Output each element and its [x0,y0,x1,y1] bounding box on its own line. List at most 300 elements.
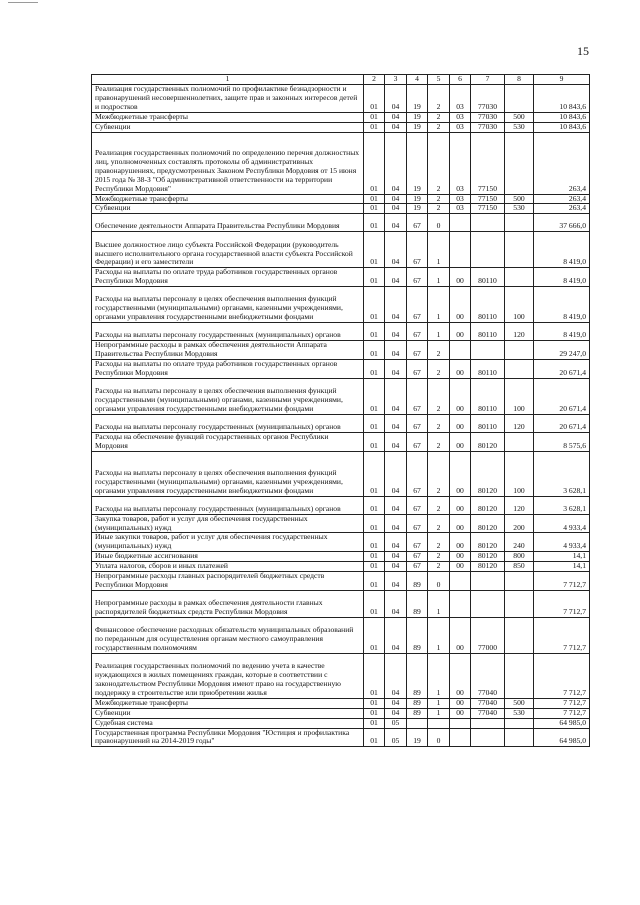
table-row [92,232,590,268]
code-cell-c8: 800 [505,552,534,562]
code-cell-c4: 19 [407,85,428,113]
code-cell-c3: 04 [385,562,407,572]
code-cell-c6: 00 [450,552,471,562]
expense-name-cell: Непрограммные расходы главных распорядителей бюджетных средств Республики Мордовия [92,572,364,591]
code-cell-c3: 04 [385,514,407,533]
expense-name-cell: Расходы на выплаты персоналу государственных (муниципальных) органов [92,323,364,341]
code-cell-c2: 01 [364,204,385,214]
table-row [92,432,590,451]
code-cell-c3: 04 [385,590,407,617]
code-cell-c3: 04 [385,214,407,232]
code-cell-c3: 04 [385,533,407,552]
amount-cell: 7 712,7 [534,590,590,617]
expense-name-cell: Уплата налогов, сборов и иных платежей [92,562,364,572]
table-row [92,514,590,533]
expense-name-cell: Обеспечение деятельности Аппарата Правительства Республики Мордовия [92,214,364,232]
code-cell-c4: 67 [407,359,428,378]
amount-cell: 7 712,7 [534,572,590,591]
code-cell-c3: 04 [385,708,407,718]
amount-cell: 20 671,4 [534,378,590,414]
amount-cell: 14,1 [534,552,590,562]
code-cell-c6 [450,590,471,617]
code-cell-c4: 67 [407,232,428,268]
column-header-1: 1 [92,75,364,85]
code-cell-c5: 1 [428,708,450,718]
code-cell-c6: 00 [450,451,471,496]
table-row [92,533,590,552]
expense-name-cell: Субвенции [92,204,364,214]
code-cell-c5: 2 [428,359,450,378]
code-cell-c5: 1 [428,232,450,268]
amount-cell: 10 843,6 [534,85,590,113]
code-cell-c2: 01 [364,85,385,113]
code-cell-c5: 1 [428,287,450,323]
table-row [92,323,590,341]
table-row [92,214,590,232]
code-cell-c8: 120 [505,414,534,432]
code-cell-c6 [450,728,471,747]
code-cell-c4: 19 [407,728,428,747]
table-row [92,728,590,747]
code-cell-c5: 2 [428,562,450,572]
column-header-3: 3 [385,75,407,85]
code-cell-c4: 67 [407,432,428,451]
code-cell-c4: 67 [407,533,428,552]
code-cell-c5: 2 [428,414,450,432]
code-cell-c2: 01 [364,378,385,414]
expense-name-cell: Расходы на выплаты персоналу в целях обеспечения выполнения функций государственными (муниципальными) органами, казенными учреждениями, органами управления государственными внебюджетными фондами [92,287,364,323]
expense-name-cell: Расходы на выплаты персоналу государственных (муниципальных) органов [92,496,364,514]
code-cell-c6: 00 [450,617,471,653]
expense-name-cell: Непрограммные расходы в рамках обеспечения деятельности Аппарата Правительства Республики Мордовия [92,341,364,360]
code-cell-c5: 2 [428,552,450,562]
table-row [92,653,590,698]
table-row [92,617,590,653]
expense-name-cell: Судебная система [92,718,364,728]
code-cell-c3: 04 [385,617,407,653]
code-cell-c2: 01 [364,590,385,617]
code-cell-c8 [505,572,534,591]
code-cell-c3: 04 [385,451,407,496]
amount-cell: 4 933,4 [534,514,590,533]
code-cell-c7 [471,232,505,268]
amount-cell: 263,4 [534,132,590,194]
code-cell-c2: 01 [364,728,385,747]
code-cell-c5: 1 [428,323,450,341]
code-cell-c3: 04 [385,132,407,194]
code-cell-c4: 67 [407,552,428,562]
code-cell-c8 [505,728,534,747]
table-row [92,552,590,562]
code-cell-c6: 00 [450,496,471,514]
code-cell-c6 [450,232,471,268]
table-row [92,378,590,414]
amount-cell: 8 575,6 [534,432,590,451]
code-cell-c3: 04 [385,268,407,287]
table-row [92,112,590,122]
code-cell-c6: 00 [450,533,471,552]
code-cell-c4: 89 [407,572,428,591]
expense-name-cell: Расходы на обеспечение функций государственных органов Республики Мордовия [92,432,364,451]
code-cell-c6: 00 [450,653,471,698]
code-cell-c4: 89 [407,698,428,708]
code-cell-c2: 01 [364,287,385,323]
code-cell-c7: 77000 [471,617,505,653]
amount-cell: 3 628,1 [534,451,590,496]
code-cell-c7: 80110 [471,359,505,378]
code-cell-c8 [505,232,534,268]
code-cell-c5: 2 [428,451,450,496]
code-cell-c4: 67 [407,562,428,572]
code-cell-c8: 500 [505,698,534,708]
code-cell-c4: 89 [407,708,428,718]
expense-name-cell: Расходы на выплаты по оплате труда работников государственных органов Республики Мордовия [92,359,364,378]
table-row [92,194,590,204]
code-cell-c2: 01 [364,617,385,653]
code-cell-c5: 2 [428,204,450,214]
code-cell-c6: 00 [450,432,471,451]
code-cell-c6: 03 [450,122,471,132]
code-cell-c2: 01 [364,533,385,552]
amount-cell: 263,4 [534,194,590,204]
column-header-4: 4 [407,75,428,85]
code-cell-c6: 00 [450,378,471,414]
code-cell-c4: 19 [407,122,428,132]
expense-name-cell: Межбюджетные трансферты [92,194,364,204]
amount-cell: 29 247,0 [534,341,590,360]
code-cell-c5: 1 [428,590,450,617]
table-row [92,414,590,432]
code-cell-c7: 77030 [471,122,505,132]
code-cell-c6: 00 [450,287,471,323]
code-cell-c2: 01 [364,698,385,708]
code-cell-c5: 2 [428,122,450,132]
code-cell-c5: 2 [428,341,450,360]
code-cell-c8: 530 [505,122,534,132]
code-cell-c5: 2 [428,112,450,122]
code-cell-c5: 2 [428,533,450,552]
code-cell-c6 [450,341,471,360]
code-cell-c8: 200 [505,514,534,533]
code-cell-c7 [471,214,505,232]
expense-name-cell: Расходы на выплаты персоналу в целях обеспечения выполнения функций государственными (муниципальными) органами, казенными учреждениями, органами управления государственными внебюджетными фондами [92,451,364,496]
code-cell-c8 [505,214,534,232]
code-cell-c4 [407,718,428,728]
code-cell-c4: 19 [407,132,428,194]
code-cell-c6: 00 [450,698,471,708]
code-cell-c3: 04 [385,572,407,591]
amount-cell: 263,4 [534,204,590,214]
code-cell-c7 [471,728,505,747]
table-row [92,85,590,113]
code-cell-c7: 80120 [471,432,505,451]
code-cell-c2: 01 [364,132,385,194]
code-cell-c4: 67 [407,414,428,432]
code-cell-c6: 03 [450,85,471,113]
code-cell-c6: 00 [450,562,471,572]
table-header-row [92,75,590,85]
code-cell-c4: 67 [407,378,428,414]
code-cell-c7: 77030 [471,85,505,113]
code-cell-c6: 03 [450,132,471,194]
code-cell-c8 [505,718,534,728]
expense-name-cell: Реализация государственных полномочий по определению перечня должностных лиц, уполномоченных составлять протоколы об административных правонарушениях, предусмотренных Законом Республики Мордовия от 15 июня 2015 года № 38-З "Об административной ответственности на территории Республики Мордовия" [92,132,364,194]
code-cell-c3: 04 [385,112,407,122]
code-cell-c4: 89 [407,590,428,617]
code-cell-c8: 120 [505,496,534,514]
expense-name-cell: Непрограммные расходы в рамках обеспечения деятельности главных распорядителей бюджетных средств Республики Мордовия [92,590,364,617]
expense-name-cell: Закупка товаров, работ и услуг для обеспечения государственных (муниципальных) нужд [92,514,364,533]
code-cell-c4: 67 [407,268,428,287]
code-cell-c4: 67 [407,287,428,323]
code-cell-c8: 530 [505,204,534,214]
code-cell-c5 [428,718,450,728]
code-cell-c8 [505,268,534,287]
amount-cell: 3 628,1 [534,496,590,514]
code-cell-c5: 0 [428,728,450,747]
table-row [92,204,590,214]
code-cell-c2: 01 [364,341,385,360]
code-cell-c4: 89 [407,617,428,653]
page-number: 15 [577,44,589,58]
code-cell-c4: 67 [407,514,428,533]
column-header-9: 9 [534,75,590,85]
code-cell-c7: 80120 [471,451,505,496]
code-cell-c8: 100 [505,287,534,323]
table-row [92,287,590,323]
code-cell-c2: 01 [364,572,385,591]
code-cell-c6 [450,572,471,591]
code-cell-c8: 500 [505,194,534,204]
code-cell-c4: 67 [407,451,428,496]
code-cell-c7: 77030 [471,112,505,122]
table-row [92,590,590,617]
code-cell-c3: 04 [385,378,407,414]
table-row [92,132,590,194]
code-cell-c5: 2 [428,378,450,414]
expense-name-cell: Расходы на выплаты персоналу государственных (муниципальных) органов [92,414,364,432]
expense-name-cell: Субвенции [92,122,364,132]
amount-cell: 37 666,0 [534,214,590,232]
code-cell-c6: 00 [450,268,471,287]
code-cell-c5: 1 [428,268,450,287]
table-row [92,496,590,514]
code-cell-c6 [450,718,471,728]
code-cell-c7: 77150 [471,132,505,194]
code-cell-c5: 1 [428,617,450,653]
code-cell-c7 [471,341,505,360]
code-cell-c2: 01 [364,359,385,378]
code-cell-c6 [450,214,471,232]
code-cell-c7: 80110 [471,268,505,287]
amount-cell: 7 712,7 [534,617,590,653]
code-cell-c7 [471,718,505,728]
table-row [92,718,590,728]
code-cell-c8: 530 [505,708,534,718]
code-cell-c8: 100 [505,378,534,414]
code-cell-c8 [505,132,534,194]
code-cell-c6: 03 [450,204,471,214]
code-cell-c8 [505,341,534,360]
code-cell-c2: 01 [364,432,385,451]
expense-name-cell: Государственная программа Республики Мордовия "Юстиция и профилактика правонарушений на 2014-2019 годы" [92,728,364,747]
code-cell-c3: 04 [385,496,407,514]
code-cell-c2: 01 [364,323,385,341]
code-cell-c6: 00 [450,514,471,533]
code-cell-c6: 00 [450,414,471,432]
code-cell-c3: 04 [385,653,407,698]
table-row [92,708,590,718]
code-cell-c7: 77040 [471,708,505,718]
code-cell-c3: 04 [385,204,407,214]
expense-name-cell: Расходы на выплаты по оплате труда работников государственных органов Республики Мордовия [92,268,364,287]
code-cell-c3: 04 [385,698,407,708]
amount-cell: 4 933,4 [534,533,590,552]
amount-cell: 7 712,7 [534,653,590,698]
code-cell-c5: 2 [428,514,450,533]
amount-cell: 14,1 [534,562,590,572]
amount-cell: 7 712,7 [534,698,590,708]
column-header-6: 6 [450,75,471,85]
code-cell-c6: 00 [450,359,471,378]
column-header-5: 5 [428,75,450,85]
code-cell-c3: 05 [385,728,407,747]
amount-cell: 10 843,6 [534,112,590,122]
code-cell-c3: 04 [385,122,407,132]
code-cell-c4: 67 [407,323,428,341]
table-row [92,698,590,708]
code-cell-c4: 89 [407,653,428,698]
expense-name-cell: Реализация государственных полномочий по ведению учета в качестве нуждающихся в жилых помещениях граждан, которые в соответствии с законодательством Республики Мордовия имеют право на государственную поддержку в строительстве или приобретении жилья [92,653,364,698]
amount-cell: 10 843,6 [534,122,590,132]
code-cell-c2: 01 [364,496,385,514]
code-cell-c3: 04 [385,194,407,204]
column-header-2: 2 [364,75,385,85]
code-cell-c3: 04 [385,432,407,451]
code-cell-c5: 2 [428,85,450,113]
code-cell-c7: 77150 [471,204,505,214]
code-cell-c5: 2 [428,432,450,451]
table-row [92,562,590,572]
amount-cell: 8 419,0 [534,232,590,268]
code-cell-c2: 01 [364,122,385,132]
code-cell-c8 [505,617,534,653]
code-cell-c7: 80120 [471,562,505,572]
column-header-8: 8 [505,75,534,85]
code-cell-c8: 120 [505,323,534,341]
budget-table [91,74,590,747]
table-row [92,268,590,287]
code-cell-c6: 03 [450,194,471,204]
code-cell-c8 [505,653,534,698]
table-row [92,451,590,496]
code-cell-c7: 80110 [471,287,505,323]
code-cell-c8 [505,85,534,113]
code-cell-c8 [505,432,534,451]
table-row [92,122,590,132]
expense-name-cell: Реализация государственных полномочий по профилактике безнадзорности и правонарушений несовершеннолетних, защите прав и законных интересов детей и подростков [92,85,364,113]
column-header-7: 7 [471,75,505,85]
expense-name-cell: Межбюджетные трансферты [92,112,364,122]
code-cell-c4: 67 [407,496,428,514]
code-cell-c2: 01 [364,112,385,122]
code-cell-c2: 01 [364,451,385,496]
code-cell-c7: 80110 [471,414,505,432]
table-row [92,341,590,360]
expense-name-cell: Финансовое обеспечение расходных обязательств муниципальных образований по переданным для осуществления органам местного самоуправления государственным полномочиям [92,617,364,653]
expense-name-cell: Высшее должностное лицо субъекта Российской Федерации (руководитель высшего исполнительного органа государственной власти субъекта Российской Федерации) и его заместители [92,232,364,268]
code-cell-c7: 80120 [471,514,505,533]
code-cell-c2: 01 [364,708,385,718]
code-cell-c8 [505,590,534,617]
code-cell-c4: 67 [407,341,428,360]
amount-cell: 64 985,0 [534,728,590,747]
table-row [92,572,590,591]
code-cell-c7: 80120 [471,496,505,514]
code-cell-c6: 00 [450,708,471,718]
code-cell-c3: 05 [385,718,407,728]
code-cell-c3: 04 [385,359,407,378]
code-cell-c2: 01 [364,718,385,728]
code-cell-c3: 04 [385,414,407,432]
expense-name-cell: Иные закупки товаров, работ и услуг для обеспечения государственных (муниципальных) нужд [92,533,364,552]
code-cell-c2: 01 [364,514,385,533]
code-cell-c8: 850 [505,562,534,572]
amount-cell: 8 419,0 [534,268,590,287]
code-cell-c4: 67 [407,214,428,232]
code-cell-c2: 01 [364,194,385,204]
code-cell-c4: 19 [407,112,428,122]
expense-name-cell: Субвенции [92,708,364,718]
code-cell-c8: 500 [505,112,534,122]
scan-corner-mark [8,2,38,3]
code-cell-c7: 77040 [471,653,505,698]
code-cell-c3: 04 [385,552,407,562]
expense-name-cell: Расходы на выплаты персоналу в целях обеспечения выполнения функций государственными (муниципальными) органами, казенными учреждениями, органами управления государственными внебюджетными фондами [92,378,364,414]
code-cell-c2: 01 [364,562,385,572]
code-cell-c3: 04 [385,341,407,360]
code-cell-c2: 01 [364,268,385,287]
code-cell-c7: 80110 [471,378,505,414]
amount-cell: 8 419,0 [534,287,590,323]
code-cell-c2: 01 [364,232,385,268]
code-cell-c6: 00 [450,323,471,341]
code-cell-c5: 0 [428,572,450,591]
code-cell-c7 [471,590,505,617]
code-cell-c2: 01 [364,552,385,562]
code-cell-c4: 19 [407,194,428,204]
code-cell-c5: 2 [428,194,450,204]
code-cell-c3: 04 [385,85,407,113]
code-cell-c7: 80120 [471,533,505,552]
code-cell-c8 [505,359,534,378]
code-cell-c5: 0 [428,214,450,232]
expense-name-cell: Межбюджетные трансферты [92,698,364,708]
code-cell-c3: 04 [385,232,407,268]
code-cell-c7: 77150 [471,194,505,204]
code-cell-c2: 01 [364,414,385,432]
code-cell-c8: 100 [505,451,534,496]
code-cell-c2: 01 [364,653,385,698]
code-cell-c8: 240 [505,533,534,552]
code-cell-c5: 2 [428,496,450,514]
code-cell-c5: 1 [428,698,450,708]
code-cell-c7 [471,572,505,591]
code-cell-c7: 77040 [471,698,505,708]
amount-cell: 64 985,0 [534,718,590,728]
code-cell-c2: 01 [364,214,385,232]
amount-cell: 20 671,4 [534,414,590,432]
